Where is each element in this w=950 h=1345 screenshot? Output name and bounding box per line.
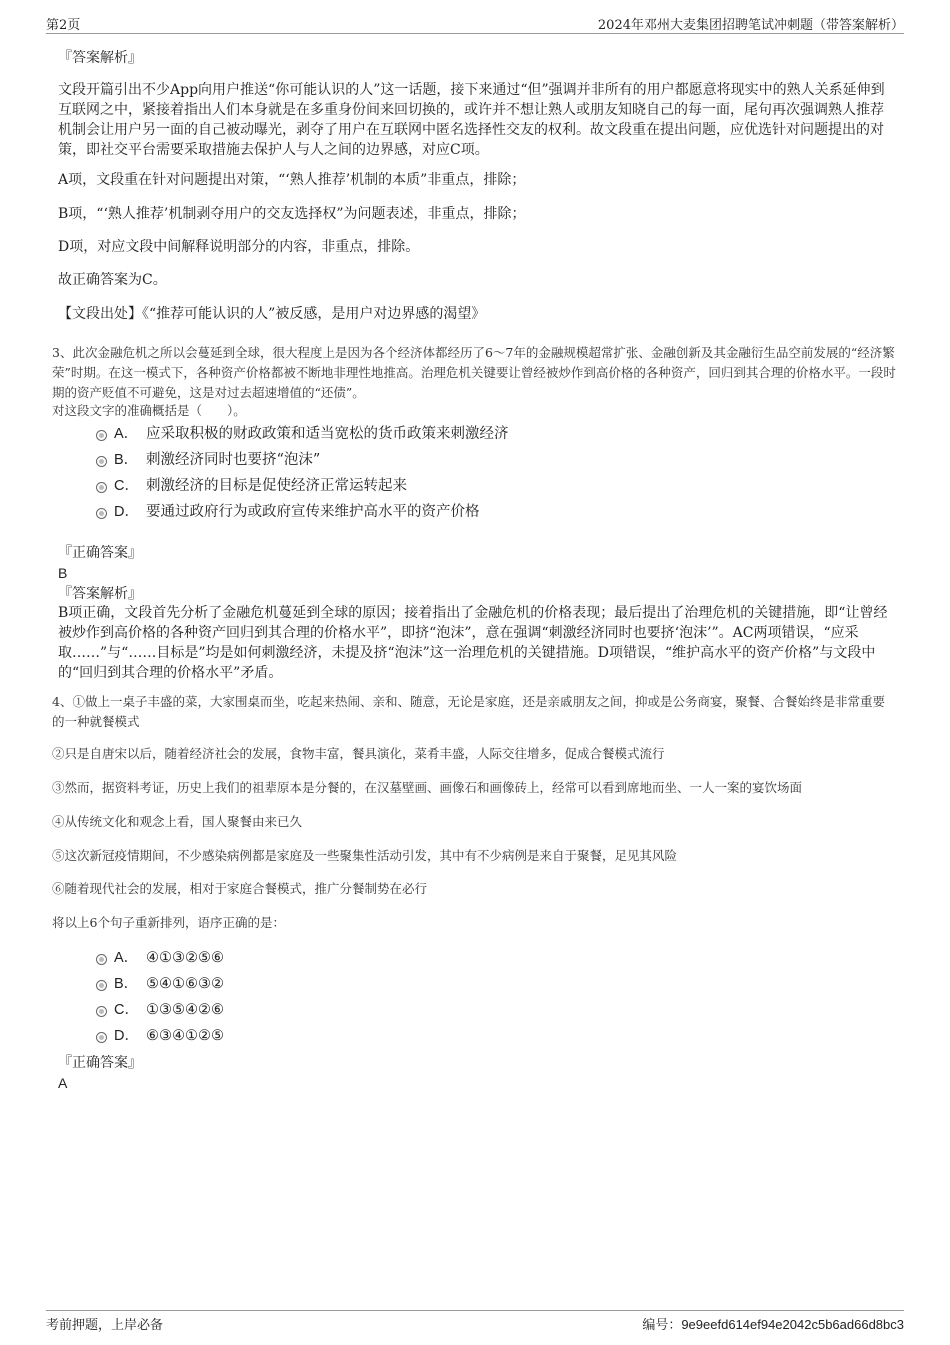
q2-option-b-note: B项，“‘熟人推荐’机制剥夺用户的交友选择权”为问题表述，非重点，排除； [58, 206, 526, 222]
q4-option-a[interactable] [96, 946, 596, 972]
q3-answer-heading: 『正确答案』 [58, 545, 142, 561]
document-code [642, 1314, 904, 1333]
q2-option-a-note: A项，文段重在针对问题提出对策，“‘熟人推荐’机制的本质”非重点，排除； [58, 172, 526, 188]
footer-divider [46, 1310, 904, 1311]
q2-conclusion: 故正确答案为C。 [58, 272, 167, 288]
option-letter: C． [114, 478, 139, 494]
q3-option-a[interactable] [96, 422, 796, 448]
radio-icon[interactable] [96, 980, 107, 991]
page-header [46, 14, 904, 32]
radio-icon[interactable] [96, 482, 107, 493]
option-text: ①③⑤④②⑥ [146, 1002, 224, 1018]
q4-sentence-6: ⑥随着现代社会的发展，相对于家庭合餐模式，推广分餐制势在必行 [52, 881, 428, 896]
radio-icon[interactable] [96, 508, 107, 519]
q3-option-d[interactable] [96, 500, 796, 526]
option-text: 要通过政府行为或政府宣传来维护高水平的资产价格 [146, 504, 480, 520]
code-label: 编号： [642, 1318, 682, 1333]
q4-sentence-2: ②只是自唐宋以后，随着经济社会的发展，食物丰富，餐具演化，菜肴丰盛，人际交往增多，促成合餐模式流行 [52, 746, 665, 761]
page-number: 第2页 [46, 18, 81, 33]
radio-icon[interactable] [96, 430, 107, 441]
option-letter: D． [114, 1028, 139, 1044]
option-text: 应采取积极的财政政策和适当宽松的货币政策来刺激经济 [146, 426, 509, 442]
header-divider [46, 33, 904, 34]
q3-stem: 3、此次金融危机之所以会蔓延到全球，很大程度上是因为各个经济体都经历了6～7年的金融规模超常扩张、金融创新及其金融衍生品空前发展的“经济繁荣”时期。在这一模式下，各种资产价格都被不断地非理性地推高。治理危机关键要让曾经被炒作到高价格的各种资产，回归到其合理的价格水平。一段时期的资产贬值不可避免，这是对过去超速增值的“还债”。 [52, 345, 896, 400]
q2-option-d-note: D项，对应文段中间解释说明部分的内容，非重点，排除。 [58, 239, 420, 255]
page-footer [46, 1314, 904, 1332]
q4-options [96, 946, 596, 1050]
option-text: ⑥③④①②⑤ [146, 1028, 224, 1044]
option-text: 刺激经济的目标是促使经济正常运转起来 [146, 478, 407, 494]
q4-option-c[interactable] [96, 998, 596, 1024]
option-text: 刺激经济同时也要挤“泡沫” [146, 452, 321, 468]
option-letter: C． [114, 1002, 139, 1018]
radio-icon[interactable] [96, 954, 107, 965]
q4-sentence-3: ③然而，据资料考证，历史上我们的祖辈原本是分餐的，在汉墓壁画、画像石和画像砖上，经常可以看到席地而坐、一人一案的宴饮场面 [52, 780, 803, 795]
q4-answer-heading: 『正确答案』 [58, 1055, 142, 1071]
option-text: ④①③②⑤⑥ [146, 950, 224, 966]
q2-analysis-heading: 『答案解析』 [58, 50, 142, 66]
q3-option-c[interactable] [96, 474, 796, 500]
radio-icon[interactable] [96, 1006, 107, 1017]
q4-option-d[interactable] [96, 1024, 596, 1050]
option-text: ⑤④①⑥③② [146, 976, 224, 992]
q3-analysis-heading: 『答案解析』 [58, 586, 142, 602]
code-value: 9e9eefd614ef94e2042c5b6ad66d8bc3 [681, 1317, 904, 1332]
q4-prompt: 将以上6个句子重新排列，语序正确的是： [52, 915, 285, 930]
option-letter: A． [114, 950, 139, 966]
option-letter: B． [114, 976, 139, 992]
radio-icon[interactable] [96, 1032, 107, 1043]
footer-slogan: 考前押题，上岸必备 [46, 1318, 164, 1333]
radio-icon[interactable] [96, 456, 107, 467]
q3-option-b[interactable] [96, 448, 796, 474]
q4-sentence-1: 4、①做上一桌子丰盛的菜，大家围桌而坐，吃起来热闹、亲和、随意，无论是家庭，还是亲戚朋友之间，抑或是公务商宴，聚餐、合餐始终是非常重要的一种就餐模式 [52, 694, 885, 729]
q4-option-b[interactable] [96, 972, 596, 998]
q3-prompt: 对这段文字的准确概括是（ ）。 [52, 403, 246, 418]
document-title: 2024年邓州大麦集团招聘笔试冲刺题（带答案解析） [597, 18, 904, 33]
option-letter: D． [114, 504, 139, 520]
q2-analysis-text: 文段开篇引出不少App向用户推送“你可能认识的人”这一话题，接下来通过“但”强调并非所有的用户都愿意将现实中的熟人关系延伸到互联网之中，紧接着指出人们本身就是在多重身份间来回切换的，或许并不想让熟人或朋友知晓自己的每一面，尾句再次强调熟人推荐机制会让用户另一面的自己被动曝光，剥夺了用户在互联网中匿名选择性交友的权利。故文段重在提出问题，应优选针对问题提出的对策，即社交平台需要采取措施去保护人与人之间的边界感，对应C项。 [58, 82, 885, 158]
q3-answer: B [58, 565, 68, 581]
option-letter: B． [114, 452, 139, 468]
q4-sentence-5: ⑤这次新冠疫情期间，不少感染病例都是家庭及一些聚集性活动引发，其中有不少病例是来自于聚餐，足见其风险 [52, 848, 678, 863]
q3-options [96, 422, 796, 526]
option-letter: A． [114, 426, 139, 442]
q4-answer: A [58, 1075, 68, 1091]
q4-sentence-4: ④从传统文化和观念上看，国人聚餐由来已久 [52, 814, 303, 829]
q2-source: 【文段出处】《“推荐可能认识的人”被反感，是用户对边界感的渴望》 [58, 306, 486, 322]
q3-analysis-text: B项正确，文段首先分析了金融危机蔓延到全球的原因；接着指出了金融危机的价格表现；最后提出了治理危机的关键措施，即“让曾经被炒作到高价格的各种资产回归到其合理的价格水平”，即挤“泡沫”，意在强调“刺激经济同时也要挤‘泡沫’”。AC两项错误，“应采取……”与“……目标是”均是如何刺激经济，未提及挤“泡沫”这一治理危机的关键措施。D项错误，“维护高水平的资产价格”与文段中的“回归到其合理的价格水平”矛盾。 [58, 605, 888, 681]
